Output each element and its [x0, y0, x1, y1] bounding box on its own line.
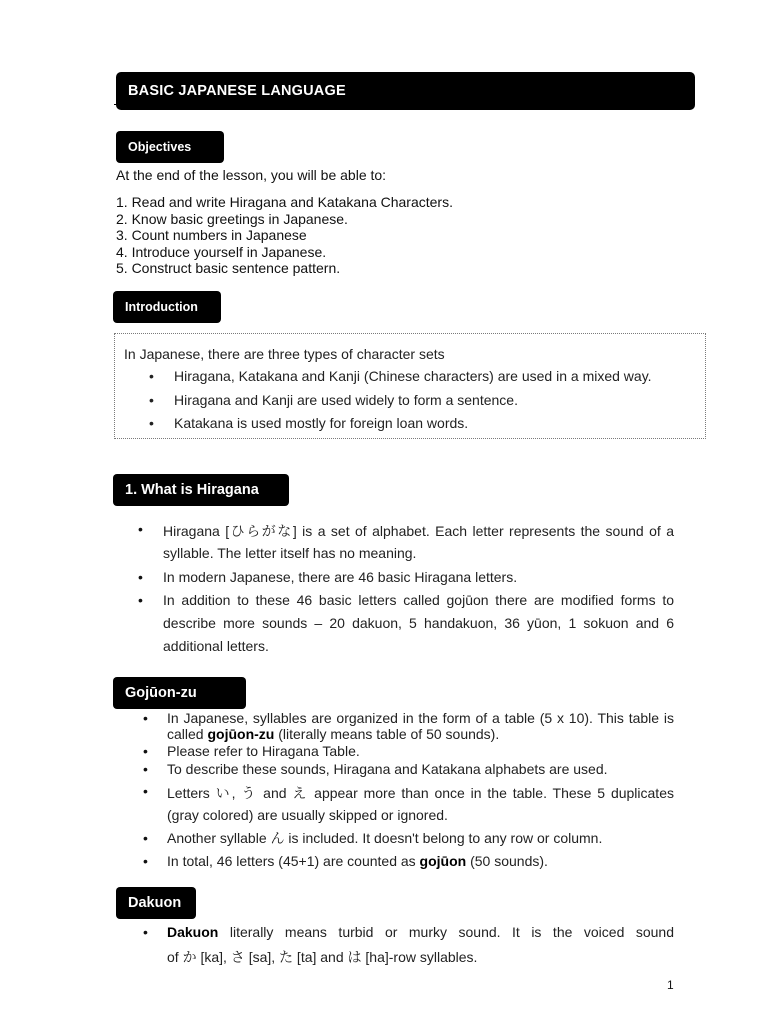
bullet-icon: • — [143, 830, 148, 846]
introduction-heading: Introduction — [113, 291, 221, 323]
objective-item: 2. Know basic greetings in Japanese. — [116, 210, 348, 227]
objectives-list — [116, 194, 453, 277]
gojuonzu-bullet-2: Please refer to Hiragana Table. — [167, 743, 360, 759]
objectives-heading: Objectives — [116, 131, 224, 163]
objective-item: 1. Read and write Hiragana and Katakana Characters. — [116, 194, 453, 210]
bullet-icon: • — [143, 743, 148, 759]
hiragana-bullet-2: In modern Japanese, there are 46 basic Hiragana letters. — [163, 569, 518, 585]
introduction-lead: In Japanese, there are three types of character sets — [124, 346, 445, 362]
bullet-icon: • — [149, 415, 154, 431]
bullet-icon: • — [143, 853, 148, 869]
bullet-icon: • — [138, 569, 143, 585]
bullet-icon: • — [143, 710, 148, 726]
objective-item: 4. Introduce yourself in Japanese. — [116, 243, 327, 260]
bullet-icon: • — [149, 368, 154, 384]
dakuon-heading: Dakuon — [116, 887, 196, 919]
document-title: BASIC JAPANESE LANGUAGE — [116, 72, 695, 110]
bullet-icon: • — [143, 924, 148, 940]
bullet-icon: • — [143, 783, 148, 799]
gojuonzu-bullet-6: In total, 46 letters (45+1) are counted as gojūon (50 sounds). — [167, 853, 548, 869]
objectives-intro: At the end of the lesson, you will be able to: — [116, 167, 387, 183]
gojuonzu-bullet-5: Another syllable ん is included. It doesn't belong to any row or column. — [167, 830, 603, 846]
page-number: 1 — [667, 978, 674, 992]
bullet-icon: • — [143, 761, 148, 777]
objective-item: 3. Count numbers in Japanese — [116, 227, 307, 244]
bullet-icon: • — [138, 592, 143, 608]
objective-item: 5. Construct basic sentence pattern. — [116, 260, 341, 277]
hiragana-heading: 1. What is Hiragana — [113, 474, 289, 506]
introduction-box: In Japanese, there are three types of character sets • Hiragana, Katakana and Kanji (Chinese characters) are used in a mixed way. • Hiragana and Kanji are used widely to form a sentence. • Katakana is used mostly for foreign loan words. — [114, 333, 706, 439]
gojuonzu-heading: Gojūon-zu — [113, 677, 246, 709]
gojuonzu-bullet-3: To describe these sounds, Hiragana and Katakana alphabets are used. — [167, 761, 608, 777]
bullet-icon: • — [138, 521, 143, 537]
bullet-icon: • — [149, 392, 154, 408]
